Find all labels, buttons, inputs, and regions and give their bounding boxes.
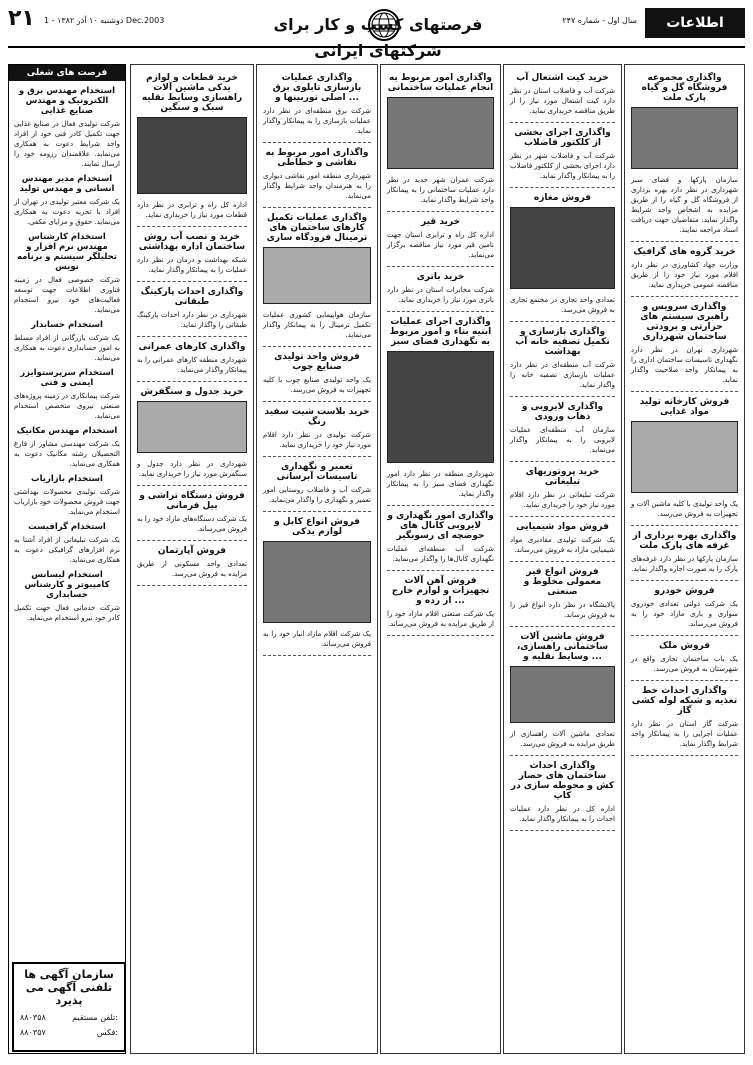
ad-body: شرکت عمران شهر جدید در نظر دارد عملیات ساختمانی را به پیمانکار واجد شرایط واگذار نماید. bbox=[387, 176, 494, 204]
job-body: شرکت پیمانکاری در زمینه پروژه‌های صنعتی نیروی متخصص استخدام می‌نماید. bbox=[14, 392, 120, 420]
ad-title: واگذاری سرویس و راهبری سیستم های حرارتی و برودتی ساختمان شهرداری bbox=[640, 302, 729, 342]
ad-separator bbox=[263, 207, 371, 208]
job-title: استخدام لیسانس کامپیوتر و کارشناس حسابداری bbox=[24, 570, 110, 600]
ad-title: واگذاری اجرای عملیات ابنیه بناء و امور مربوط به نگهداری فضای سبز bbox=[389, 317, 492, 347]
ad-body: یک شرکت اقلام مازاد انبار خود را به فروش می‌رساند. bbox=[263, 630, 371, 648]
ad-separator bbox=[387, 211, 494, 212]
ad-separator bbox=[387, 635, 494, 636]
ad-body: یک واحد تولیدی با کلیه ماشین آلات و تجهیزات به فروش می‌رسد. bbox=[631, 500, 738, 518]
ad-photo bbox=[137, 117, 247, 194]
issue-date: دوشنبه ۱۰ آذر ۱۳۸۲ - 1 Dec.2003 bbox=[44, 16, 165, 25]
ad-title: واگذاری لایروبی و ذهاب ورودی bbox=[521, 402, 604, 422]
ad-separator bbox=[510, 187, 615, 188]
ad-separator bbox=[510, 461, 615, 462]
job-body: شرکت خدماتی فعال جهت تکمیل کادر خود نیرو استخدام می‌نماید. bbox=[14, 604, 120, 622]
ad-title: واگذاری کارهای عمرانی bbox=[138, 342, 246, 352]
ad-title: فروش انواع کابل و لوازم یدکی bbox=[274, 517, 360, 537]
ad-title: خرید قیر bbox=[421, 217, 460, 227]
ad-separator bbox=[510, 626, 615, 627]
fax-row bbox=[20, 1028, 118, 1037]
ad-title: فروش مواد شیمیایی bbox=[516, 522, 609, 532]
ad-body: شرکت آب و فاضلاب روستایی امور تعمیر و نگهداری را واگذار می‌نماید. bbox=[263, 486, 371, 504]
ad-column-1 bbox=[624, 64, 745, 1054]
ad-separator bbox=[510, 755, 615, 756]
ad-title: واگذاری عملیات بازسازی تابلوی برق اصلی توربینها و ... bbox=[272, 73, 362, 103]
ad-separator bbox=[137, 540, 247, 541]
job-body: شرکت تولیدی محصولات بهداشتی جهت فروش محصولات خود بازاریاب استخدام می‌نماید. bbox=[14, 488, 120, 516]
ad-body: شهرداری منطقه امور نقاشی دیواری را به هنرمندان واجد شرایط واگذار می‌نماید. bbox=[263, 172, 371, 200]
issue-info: سال اول - شماره ۲۴۷ bbox=[562, 16, 637, 25]
job-title: استخدام مهندس برق و الکترونیک و مهندس صنایع غذایی bbox=[18, 86, 116, 116]
section-title: فرصتهای کسب و کار برای شرکتهای ایرانی bbox=[273, 15, 483, 60]
ad-body: سازمان پارکها و فضای سبز شهرداری در نظر دارد بهره برداری از فروشگاه گل و گیاه را از طریق مزایده به اشخاص واجد شرایط واگذار نماید. متقاضیان جهت دریافت اسناد مراجعه نمایند. bbox=[631, 176, 738, 234]
ad-separator bbox=[387, 266, 494, 267]
ad-body: اداره کل در نظر دارد عملیات احداث را به پیمانکار واگذار نماید. bbox=[510, 805, 615, 823]
job-title: استخدام بازاریاب bbox=[31, 474, 103, 484]
ad-separator bbox=[137, 226, 247, 227]
ad-title: فروش انواع قیر معمولی مخلوط و صنعتی bbox=[523, 567, 602, 597]
job-body: شرکت خصوصی فعال در زمینه فناوری اطلاعات جهت توسعه فعالیت‌های خود نیرو استخدام می‌نماید. bbox=[14, 276, 120, 314]
ad-photo bbox=[631, 107, 738, 169]
job-body: یک شرکت معتبر تولیدی در تهران از افراد با تجربه دعوت به همکاری می‌نماید. حقوق و مزایای مکفی. bbox=[14, 198, 120, 226]
ad-separator bbox=[137, 336, 247, 337]
ad-separator bbox=[263, 456, 371, 457]
ad-title: تعمیر و نگهداری تاسیسات آبرسانی bbox=[276, 462, 358, 482]
ad-title: خرید پروتوریهای تبلیغاتی bbox=[525, 467, 600, 487]
ad-separator bbox=[137, 381, 247, 382]
ad-separator bbox=[631, 296, 738, 297]
ad-separator bbox=[510, 122, 615, 123]
ad-title: واگذاری عملیات تکمیل کارهای ساختمان های ترمینال فرودگاه ساری bbox=[266, 213, 368, 243]
ad-separator bbox=[263, 511, 371, 512]
ad-title: فروش آهن آلات تجهیزات و لوازم خارج از رده و ... bbox=[391, 576, 490, 606]
ad-separator bbox=[510, 561, 615, 562]
ad-separator bbox=[263, 655, 371, 656]
ad-body: یک شرکت تولیدی مقادیری مواد شیمیایی مازاد به فروش می‌رساند. bbox=[510, 536, 615, 554]
ad-org-name: سازمان آگهی ها تلفنی آگهی می پذیرد bbox=[24, 968, 114, 1007]
ad-separator bbox=[387, 311, 494, 312]
ad-body: اداره کل راه و ترابری استان جهت تامین قیر مورد نیاز مناقصه برگزار می‌نماید. bbox=[387, 231, 494, 259]
ad-separator bbox=[631, 525, 738, 526]
ad-contact-box bbox=[12, 962, 126, 1052]
ad-title: واگذاری احداث خط تغذیه و شبکه لوله کشی گاز bbox=[631, 686, 738, 716]
ad-title: فروش خودرو bbox=[654, 586, 715, 596]
ad-title: خرید باتری bbox=[416, 272, 465, 282]
ad-body: شهرداری منطقه در نظر دارد امور نگهداری فضای سبز را به پیمانکار واگذار نماید. bbox=[387, 470, 494, 498]
ad-title: واگذاری بهره برداری از غرفه های پارک ملت bbox=[632, 531, 737, 551]
ad-separator bbox=[387, 570, 494, 571]
ad-title: فروش مغازه bbox=[533, 193, 592, 203]
ad-separator bbox=[263, 142, 371, 143]
ad-separator bbox=[137, 281, 247, 282]
ad-body: شهرداری تهران در نظر دارد نگهداری تاسیسات ساختمان اداری را به پیمانکار واجد صلاحیت واگذار نماید. bbox=[631, 346, 738, 384]
ad-photo bbox=[510, 666, 615, 723]
job-title: استخدام سرپرستوایزر ایمنی و فنی bbox=[20, 368, 114, 388]
ad-body: یک شرکت دستگاه‌های مازاد خود را به فروش می‌رساند. bbox=[137, 515, 247, 533]
ad-title: فروش دستگاه تراشی و بیل فرمانی bbox=[139, 491, 245, 511]
jobs-panel bbox=[8, 64, 126, 1054]
job-body: شرکت تولیدی فعال در صنایع غذایی جهت تکمیل کادر فنی خود از افراد واجد شرایط دعوت به همکاری می‌نماید. علاقمندان رزومه خود را ارسال نمایند. bbox=[14, 120, 120, 168]
jobs-panel-label: فرصت های شغلی bbox=[9, 65, 125, 81]
ad-title: خرید قطعات و لوازم یدکی ماشین آلات راهسازی وسایط نقلیه سبک و سنگین bbox=[141, 73, 243, 113]
ad-body: یک شرکت دولتی تعدادی خودروی سواری و باری مازاد خود را به فروش می‌رساند. bbox=[631, 600, 738, 628]
ad-body: سازمان پارکها در نظر دارد غرفه‌های پارک را به صورت اجاره واگذار نماید. bbox=[631, 555, 738, 573]
ad-title: فروش کارخانه تولید مواد غذایی bbox=[639, 397, 730, 417]
ad-column-4 bbox=[256, 64, 378, 1054]
ad-title: فروش واحد تولیدی صنایع چوب bbox=[274, 352, 360, 372]
fax-label: فکس: bbox=[96, 1028, 118, 1037]
page-number: ۲۱ bbox=[8, 6, 35, 31]
ad-title: خرید بلاست شیت سفید رنگ bbox=[264, 407, 370, 427]
ad-body: تعدادی ماشین آلات راهسازی از طریق مزایده به فروش می‌رسد. bbox=[510, 730, 615, 748]
ad-title: واگذاری احداث پارکینگ طبقاتی bbox=[140, 287, 244, 307]
ad-separator bbox=[631, 680, 738, 681]
ad-title: واگذاری مجموعه فروشگاه گل و گیاه پارک ملت bbox=[641, 73, 728, 103]
ad-photo bbox=[631, 421, 738, 493]
ad-title: خرید و نصب آب روش ساختمان اداره بهداشتی bbox=[138, 232, 246, 252]
ad-body: پالایشگاه در نظر دارد انواع قیر را به فروش برساند. bbox=[510, 601, 615, 619]
ad-body: یک باب ساختمان تجاری واقع در شهرستان به فروش می‌رسد. bbox=[631, 655, 738, 673]
ad-body: شرکت آب منطقه‌ای عملیات نگهداری کانال‌ها را واگذار می‌نماید. bbox=[387, 545, 494, 563]
ad-title: خرید کیت اشتعال آب bbox=[516, 73, 609, 83]
fax-number: ۸۸۰۳۵۷ bbox=[20, 1028, 46, 1037]
job-title: استخدام گرافیست bbox=[28, 522, 106, 532]
job-body: یک شرکت بازرگانی از افراد مسلط به امور حسابداری دعوت به همکاری می‌نماید. bbox=[14, 334, 120, 362]
ad-body: شرکت تولیدی در نظر دارد اقلام مورد نیاز خود را خریداری نماید. bbox=[263, 431, 371, 449]
phone-label: تلفن مستقیم: bbox=[72, 1013, 118, 1022]
job-title: استخدام مهندس مکانیک bbox=[16, 426, 118, 436]
ad-body: وزارت جهاد کشاورزی در نظر دارد اقلام مورد نیاز خود را از طریق مناقصه عمومی خریداری نماید. bbox=[631, 261, 738, 289]
phone-row bbox=[20, 1013, 118, 1022]
ad-photo bbox=[263, 247, 371, 304]
ad-body: یک شرکت صنعتی اقلام مازاد خود را از طریق مزایده به فروش می‌رساند. bbox=[387, 610, 494, 628]
ad-separator bbox=[631, 635, 738, 636]
ad-photo bbox=[510, 207, 615, 289]
ad-separator bbox=[631, 755, 738, 756]
ad-body: شرکت آب منطقه‌ای در نظر دارد عملیات بازسازی تصفیه خانه را واگذار نماید. bbox=[510, 361, 615, 389]
ad-body: اداره کل راه و ترابری در نظر دارد قطعات مورد نیاز را خریداری نماید. bbox=[137, 201, 247, 219]
ad-body: تعدادی واحد مسکونی از طریق مزایده به فروش می‌رسد. bbox=[137, 560, 247, 578]
ad-separator bbox=[631, 580, 738, 581]
ad-column-5 bbox=[130, 64, 254, 1054]
ad-title: خرید گروه های گرافیک bbox=[633, 247, 736, 257]
ad-body: شرکت مخابرات استان در نظر دارد باتری مورد نیاز را خریداری نماید. bbox=[387, 286, 494, 304]
ad-title: واگذاری بازسازی و تکمیل تصفیه خانه آب بهداشت bbox=[515, 327, 610, 357]
ad-title: واگذاری امور مربوط به انجام عملیات ساختمانی bbox=[387, 73, 494, 93]
phone-number: ۸۸۰۳۵۸ bbox=[20, 1013, 46, 1022]
job-title: استخدام مدیر مهندس انسانی و مهندس تولید bbox=[19, 174, 115, 194]
ad-title: واگذاری امور نگهداری و لایروبی کانال های حوضچه ای رسوبگیر bbox=[387, 511, 494, 541]
newspaper-logo: اطلاعات bbox=[645, 8, 745, 38]
ad-title: فروش ملک bbox=[658, 641, 711, 651]
ad-photo bbox=[387, 97, 494, 169]
ad-body: شهرداری در نظر دارد احداث پارکینگ طبقاتی را واگذار نماید. bbox=[137, 311, 247, 329]
ad-separator bbox=[510, 396, 615, 397]
ad-body: سازمان هواپیمایی کشوری عملیات تکمیل ترمینال را به پیمانکار واگذار می‌نماید. bbox=[263, 311, 371, 339]
ad-body: شرکت تبلیغاتی در نظر دارد اقلام مورد نیاز خود را خریداری نماید. bbox=[510, 491, 615, 509]
jobs-list bbox=[9, 86, 125, 623]
ad-separator bbox=[510, 830, 615, 831]
ad-separator bbox=[137, 485, 247, 486]
ad-title: فروش آپارتمان bbox=[157, 546, 227, 556]
ad-body: شرکت آب و فاضلاب استان در نظر دارد کیت اشتعال مورد نیاز را از طریق مناقصه خریداری نماید. bbox=[510, 87, 615, 115]
ad-body: سازمان آب منطقه‌ای عملیات لایروبی را به پیمانکار واگذار می‌نماید. bbox=[510, 426, 615, 454]
ad-separator bbox=[631, 391, 738, 392]
ad-body: شرکت برق منطقه‌ای در نظر دارد عملیات بازسازی را به پیمانکار واگذار نماید. bbox=[263, 107, 371, 135]
ad-separator bbox=[510, 321, 615, 322]
ad-title: واگذاری اجرای بخشی از کلکتور فاضلاب bbox=[514, 128, 611, 148]
ad-column-3 bbox=[380, 64, 501, 1054]
ad-photo bbox=[387, 351, 494, 463]
ad-body: شبکه بهداشت و درمان در نظر دارد عملیات را به پیمانکار واگذار نماید. bbox=[137, 256, 247, 274]
ad-body: شرکت گاز استان در نظر دارد عملیات اجرایی را به پیمانکار واجد شرایط واگذار نماید. bbox=[631, 720, 738, 748]
ad-body: شهرداری در نظر دارد جدول و سنگفرش مورد نیاز را خریداری نماید. bbox=[137, 460, 247, 478]
ad-title: فروش ماشین آلات ساختمانی راهسازی، وسایط نقلیه و ... bbox=[516, 632, 609, 662]
ad-separator bbox=[263, 346, 371, 347]
ad-separator bbox=[263, 401, 371, 402]
ad-photo bbox=[263, 541, 371, 623]
ad-body: شرکت آب و فاضلاب شهر در نظر دارد اجرای بخشی از کلکتور فاضلاب را به پیمانکار واگذار نماید. bbox=[510, 152, 615, 180]
ad-title: خرید جدول و سنگفرش bbox=[140, 387, 244, 397]
ad-separator bbox=[137, 585, 247, 586]
job-title: استخدام حسابدار bbox=[31, 320, 103, 330]
job-body: یک شرکت مهندسی مشاور از فارغ التحصیلان رشته مکانیک دعوت به همکاری می‌نماید. bbox=[14, 440, 120, 468]
ad-body: تعدادی واحد تجاری در مجتمع تجاری به فروش می‌رسد. bbox=[510, 296, 615, 314]
ad-column-2 bbox=[503, 64, 622, 1054]
ad-separator bbox=[510, 516, 615, 517]
ad-separator bbox=[387, 505, 494, 506]
job-title: استخدام کارشناس مهندس نرم افزار و تحلیلگر سیستم و برنامه نویس bbox=[16, 232, 117, 272]
ad-title: واگذاری احداث ساختمان های حصار کش و محوطه سازی در کاپ bbox=[510, 761, 615, 801]
ad-separator bbox=[631, 241, 738, 242]
ad-photo bbox=[137, 401, 247, 453]
job-body: یک شرکت تبلیغاتی از افراد آشنا به نرم افزارهای گرافیکی دعوت به همکاری می‌نماید. bbox=[14, 536, 120, 564]
newspaper-header bbox=[8, 6, 745, 60]
ad-body: شهرداری منطقه کارهای عمرانی را به پیمانکار واگذار می‌نماید. bbox=[137, 356, 247, 374]
ad-title: واگذاری امور مربوط به نقاشی و خطاطی bbox=[265, 148, 369, 168]
ad-body: یک واحد تولیدی صنایع چوب با کلیه تجهیزات به فروش می‌رسد. bbox=[263, 376, 371, 394]
